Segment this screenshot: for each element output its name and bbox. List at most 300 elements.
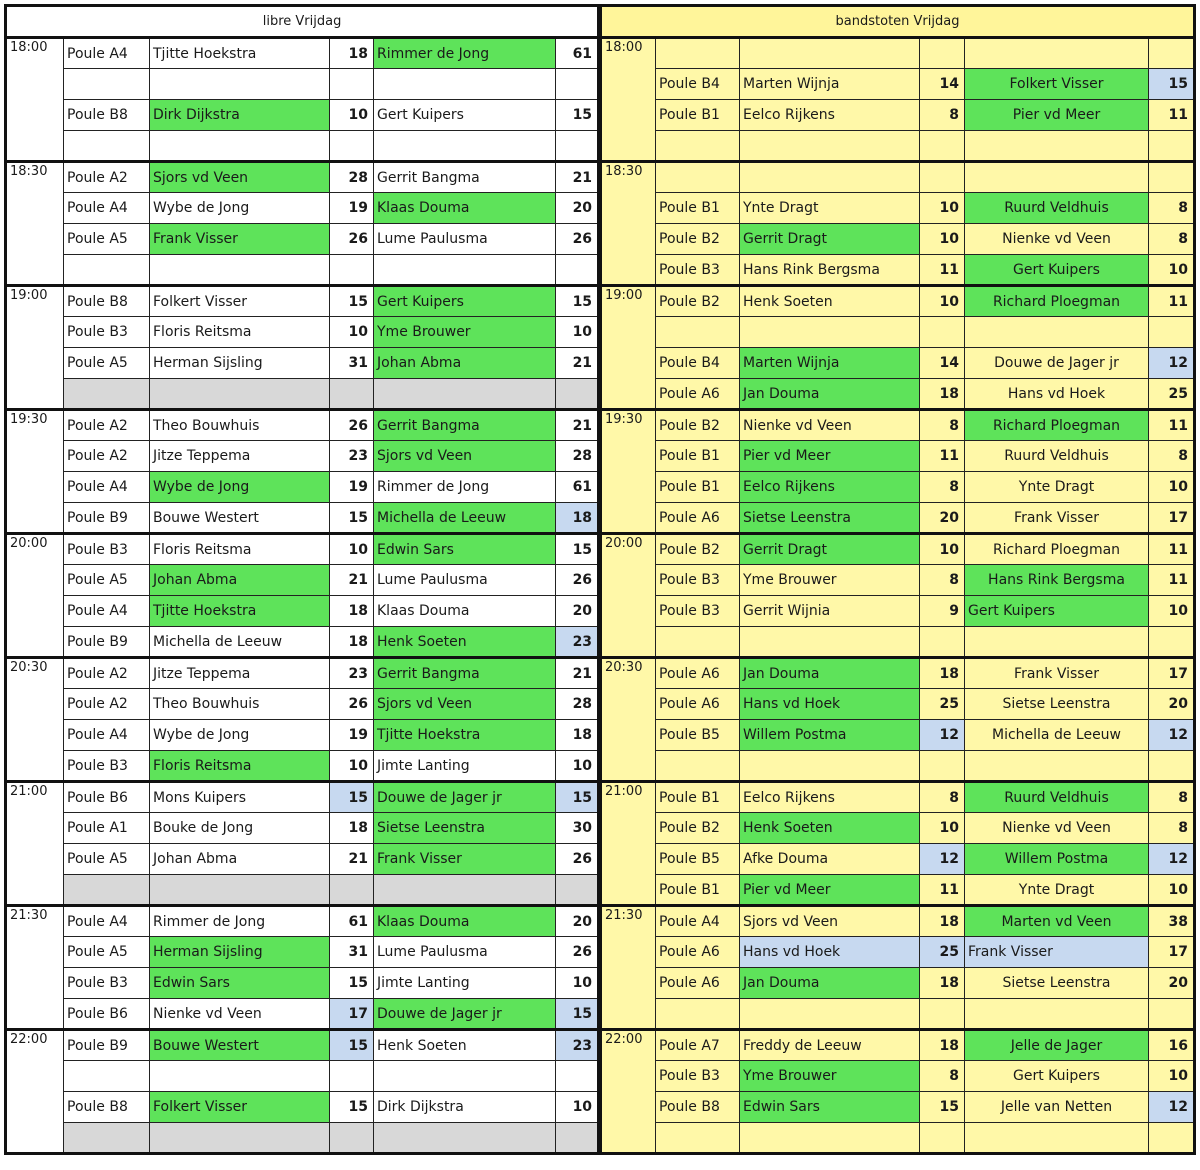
player-1-name: Bouwe Westert: [150, 1030, 330, 1061]
match-row: [601, 658, 1195, 689]
player-2-score: 8: [1149, 813, 1195, 844]
player-2-name: Douwe de Jager jr: [374, 782, 556, 813]
player-2-name: Gert Kuipers: [965, 255, 1149, 286]
player-2-score: [556, 69, 599, 100]
player-1-score: 10: [330, 100, 374, 131]
player-2-score: 23: [556, 1030, 599, 1061]
match-row: [6, 224, 599, 255]
player-2-name: Gert Kuipers: [374, 100, 556, 131]
poule-cell: Poule B8: [64, 286, 150, 317]
match-row: [601, 844, 1195, 875]
player-1-score: 10: [330, 751, 374, 782]
poule-cell: Poule B9: [64, 627, 150, 658]
player-1-score: 15: [920, 1092, 965, 1123]
player-2-score: 15: [1149, 69, 1195, 100]
player-1-score: 15: [330, 1092, 374, 1123]
player-1-name: Floris Reitsma: [150, 317, 330, 348]
player-2-name: Sjors vd Veen: [374, 689, 556, 720]
match-row: [601, 968, 1195, 999]
player-1-score: 21: [330, 565, 374, 596]
player-2-name: Frank Visser: [374, 844, 556, 875]
poule-cell: Poule B3: [64, 751, 150, 782]
player-1-score: 15: [330, 782, 374, 813]
match-row: [6, 441, 599, 472]
player-2-name: Klaas Douma: [374, 906, 556, 937]
player-2-name: Lume Paulusma: [374, 937, 556, 968]
player-2-score: [556, 1123, 599, 1154]
player-2-score: 21: [556, 658, 599, 689]
player-1-name: [150, 379, 330, 410]
player-2-score: 16: [1149, 1030, 1195, 1061]
match-row: [6, 100, 599, 131]
player-2-score: 26: [556, 937, 599, 968]
player-1-name: Hans Rink Bergsma: [740, 255, 920, 286]
player-2-name: Hans Rink Bergsma: [965, 565, 1149, 596]
player-2-score: [1149, 999, 1195, 1030]
player-1-name: Hans vd Hoek: [740, 689, 920, 720]
player-1-name: Mons Kuipers: [150, 782, 330, 813]
player-2-name: Yme Brouwer: [374, 317, 556, 348]
table-title: libre Vrijdag: [6, 6, 599, 38]
match-row: [601, 348, 1195, 379]
poule-cell: Poule B2: [656, 286, 740, 317]
player-1-name: Gerrit Wijnia: [740, 596, 920, 627]
player-1-score: [330, 875, 374, 906]
player-1-name: Ynte Dragt: [740, 193, 920, 224]
player-1-score: 8: [920, 410, 965, 441]
poule-cell: Poule A5: [64, 937, 150, 968]
match-row: [6, 286, 599, 317]
player-2-score: 20: [556, 596, 599, 627]
poule-cell: Poule B8: [64, 1092, 150, 1123]
player-2-name: Rimmer de Jong: [374, 472, 556, 503]
player-1-score: [920, 751, 965, 782]
player-2-score: 8: [1149, 441, 1195, 472]
player-1-name: Afke Douma: [740, 844, 920, 875]
player-1-name: Theo Bouwhuis: [150, 410, 330, 441]
player-2-score: 18: [556, 503, 599, 534]
player-1-score: 31: [330, 348, 374, 379]
match-row: [601, 782, 1195, 813]
poule-cell: Poule B1: [656, 782, 740, 813]
match-row: [601, 255, 1195, 286]
table-title: bandstoten Vrijdag: [601, 6, 1195, 38]
poule-cell: Poule B6: [64, 782, 150, 813]
poule-cell: Poule B4: [656, 348, 740, 379]
player-2-score: 11: [1149, 534, 1195, 565]
player-1-score: 18: [920, 1030, 965, 1061]
player-2-name: Folkert Visser: [965, 69, 1149, 100]
player-1-name: Bouke de Jong: [150, 813, 330, 844]
poule-cell: Poule A2: [64, 162, 150, 193]
player-1-score: 15: [330, 503, 374, 534]
match-row: [6, 720, 599, 751]
player-2-name: Sietse Leenstra: [965, 968, 1149, 999]
player-1-name: Wybe de Jong: [150, 472, 330, 503]
match-row: [6, 565, 599, 596]
player-1-score: 17: [330, 999, 374, 1030]
player-1-score: 19: [330, 720, 374, 751]
player-1-score: 8: [920, 565, 965, 596]
player-2-score: 10: [1149, 596, 1195, 627]
poule-cell: Poule B1: [656, 193, 740, 224]
match-row: [601, 1123, 1195, 1154]
player-2-name: [374, 1061, 556, 1092]
player-2-score: 26: [556, 565, 599, 596]
player-2-name: [965, 751, 1149, 782]
player-2-name: [965, 1123, 1149, 1154]
poule-cell: Poule A4: [64, 596, 150, 627]
match-row: [601, 1061, 1195, 1092]
player-2-score: 12: [1149, 1092, 1195, 1123]
player-1-score: 8: [920, 100, 965, 131]
player-1-score: 25: [920, 689, 965, 720]
poule-cell: Poule A5: [64, 224, 150, 255]
player-1-score: 11: [920, 875, 965, 906]
player-1-name: Henk Soeten: [740, 813, 920, 844]
player-2-score: 11: [1149, 410, 1195, 441]
player-2-score: 8: [1149, 782, 1195, 813]
poule-cell: Poule B1: [656, 100, 740, 131]
poule-cell: Poule A4: [64, 906, 150, 937]
player-1-name: [740, 317, 920, 348]
match-row: [601, 751, 1195, 782]
player-1-score: 10: [920, 224, 965, 255]
player-2-name: Henk Soeten: [374, 627, 556, 658]
player-2-score: [1149, 627, 1195, 658]
match-row: [601, 689, 1195, 720]
match-row: [601, 596, 1195, 627]
player-1-name: [740, 131, 920, 162]
poule-cell: Poule B2: [656, 410, 740, 441]
player-2-score: 10: [1149, 1061, 1195, 1092]
poule-cell: Poule B2: [656, 534, 740, 565]
player-1-name: Yme Brouwer: [740, 565, 920, 596]
match-row: [601, 286, 1195, 317]
player-1-name: Edwin Sars: [150, 968, 330, 999]
player-1-name: Marten Wijnja: [740, 69, 920, 100]
match-row: [6, 906, 599, 937]
player-2-name: Edwin Sars: [374, 534, 556, 565]
player-1-score: 61: [330, 906, 374, 937]
player-1-name: Herman Sijsling: [150, 348, 330, 379]
match-row: [6, 937, 599, 968]
player-1-name: Gerrit Dragt: [740, 224, 920, 255]
player-1-score: 25: [920, 937, 965, 968]
player-1-score: 8: [920, 1061, 965, 1092]
poule-cell: Poule A2: [64, 410, 150, 441]
match-row: [6, 534, 599, 565]
time-slot: 19:30: [6, 410, 64, 534]
player-2-score: 21: [556, 410, 599, 441]
player-1-name: Rimmer de Jong: [150, 906, 330, 937]
player-2-name: [965, 131, 1149, 162]
poule-cell: Poule A4: [656, 906, 740, 937]
player-1-score: 18: [920, 379, 965, 410]
player-1-name: Jitze Teppema: [150, 658, 330, 689]
player-2-name: Douwe de Jager jr: [965, 348, 1149, 379]
match-row: [6, 1123, 599, 1154]
player-1-name: Willem Postma: [740, 720, 920, 751]
poule-cell: [64, 379, 150, 410]
player-2-name: Richard Ploegman: [965, 410, 1149, 441]
poule-cell: Poule B3: [656, 565, 740, 596]
poule-cell: [656, 1123, 740, 1154]
player-2-name: Gerrit Bangma: [374, 658, 556, 689]
match-row: [601, 162, 1195, 193]
time-slot: 20:30: [6, 658, 64, 782]
player-1-name: Johan Abma: [150, 565, 330, 596]
player-1-score: 9: [920, 596, 965, 627]
player-2-score: 20: [556, 193, 599, 224]
poule-cell: Poule A2: [64, 441, 150, 472]
player-1-score: [920, 131, 965, 162]
player-2-name: Lume Paulusma: [374, 224, 556, 255]
player-1-name: Floris Reitsma: [150, 534, 330, 565]
poule-cell: Poule A6: [656, 689, 740, 720]
player-2-score: 21: [556, 348, 599, 379]
match-row: [6, 596, 599, 627]
player-1-name: [150, 1061, 330, 1092]
poule-cell: Poule A4: [64, 720, 150, 751]
match-row: [6, 255, 599, 286]
player-2-name: Rimmer de Jong: [374, 38, 556, 69]
player-1-name: Edwin Sars: [740, 1092, 920, 1123]
time-slot: 21:30: [601, 906, 656, 1030]
match-row: [6, 1030, 599, 1061]
player-1-name: Bouwe Westert: [150, 503, 330, 534]
player-1-score: 8: [920, 782, 965, 813]
player-2-name: Sjors vd Veen: [374, 441, 556, 472]
player-1-score: 15: [330, 1030, 374, 1061]
poule-cell: Poule B1: [656, 441, 740, 472]
player-2-score: [1149, 162, 1195, 193]
poule-cell: Poule A6: [656, 968, 740, 999]
player-1-name: Folkert Visser: [150, 286, 330, 317]
player-2-score: 10: [556, 317, 599, 348]
match-row: [6, 131, 599, 162]
poule-cell: Poule B1: [656, 472, 740, 503]
player-2-score: 26: [556, 224, 599, 255]
player-2-score: 8: [1149, 193, 1195, 224]
match-row: [601, 720, 1195, 751]
player-1-name: Jan Douma: [740, 968, 920, 999]
player-1-score: 10: [920, 286, 965, 317]
poule-cell: Poule A6: [656, 379, 740, 410]
player-2-score: 30: [556, 813, 599, 844]
player-2-score: 10: [1149, 472, 1195, 503]
poule-cell: Poule A4: [64, 38, 150, 69]
player-1-name: Pier vd Meer: [740, 441, 920, 472]
poule-cell: Poule B3: [656, 255, 740, 286]
match-row: [6, 658, 599, 689]
player-1-name: [150, 1123, 330, 1154]
poule-cell: Poule B2: [656, 224, 740, 255]
player-2-name: Jelle van Netten: [965, 1092, 1149, 1123]
player-2-name: Klaas Douma: [374, 596, 556, 627]
player-1-name: Eelco Rijkens: [740, 782, 920, 813]
match-row: [601, 937, 1195, 968]
player-1-score: [330, 131, 374, 162]
player-1-score: 23: [330, 441, 374, 472]
poule-cell: Poule B5: [656, 844, 740, 875]
player-1-name: Pier vd Meer: [740, 875, 920, 906]
player-1-score: 28: [330, 162, 374, 193]
libre-schedule-table: [4, 4, 600, 1155]
match-row: [601, 1092, 1195, 1123]
poule-cell: [64, 875, 150, 906]
player-2-name: Lume Paulusma: [374, 565, 556, 596]
player-2-score: 8: [1149, 224, 1195, 255]
player-1-name: Jan Douma: [740, 379, 920, 410]
match-row: [6, 1061, 599, 1092]
player-1-name: Sjors vd Veen: [740, 906, 920, 937]
poule-cell: Poule B8: [656, 1092, 740, 1123]
player-2-name: [965, 627, 1149, 658]
player-1-score: 20: [920, 503, 965, 534]
player-1-name: Michella de Leeuw: [150, 627, 330, 658]
poule-cell: Poule B8: [64, 100, 150, 131]
player-2-name: Nienke vd Veen: [965, 224, 1149, 255]
match-row: [6, 782, 599, 813]
match-row: [6, 627, 599, 658]
player-1-score: 31: [330, 937, 374, 968]
match-row: [6, 689, 599, 720]
player-2-score: 61: [556, 472, 599, 503]
player-1-score: 18: [920, 968, 965, 999]
player-2-name: Willem Postma: [965, 844, 1149, 875]
player-1-score: 23: [330, 658, 374, 689]
player-2-name: Sietse Leenstra: [965, 689, 1149, 720]
time-slot: 18:00: [601, 38, 656, 162]
player-1-name: [150, 69, 330, 100]
match-row: [601, 224, 1195, 255]
player-2-name: Henk Soeten: [374, 1030, 556, 1061]
match-row: [6, 999, 599, 1030]
player-1-score: [330, 69, 374, 100]
time-slot: 22:00: [6, 1030, 64, 1154]
time-slot: 21:00: [6, 782, 64, 906]
poule-cell: Poule B2: [656, 813, 740, 844]
player-1-score: 11: [920, 255, 965, 286]
player-2-score: 10: [1149, 875, 1195, 906]
player-1-name: Henk Soeten: [740, 286, 920, 317]
player-2-score: 20: [1149, 968, 1195, 999]
match-row: [6, 38, 599, 69]
player-1-name: Eelco Rijkens: [740, 100, 920, 131]
player-1-score: 10: [330, 317, 374, 348]
player-2-name: Douwe de Jager jr: [374, 999, 556, 1030]
player-1-score: [920, 999, 965, 1030]
player-2-name: Frank Visser: [965, 658, 1149, 689]
match-row: [601, 317, 1195, 348]
player-1-score: 11: [920, 441, 965, 472]
player-1-score: 18: [920, 658, 965, 689]
player-2-name: [374, 131, 556, 162]
poule-cell: Poule B9: [64, 1030, 150, 1061]
player-1-name: Eelco Rijkens: [740, 472, 920, 503]
match-row: [6, 410, 599, 441]
time-slot: 19:30: [601, 410, 656, 534]
player-1-score: 10: [920, 534, 965, 565]
match-row: [601, 193, 1195, 224]
player-1-name: Freddy de Leeuw: [740, 1030, 920, 1061]
player-1-score: 14: [920, 348, 965, 379]
player-2-name: Michella de Leeuw: [374, 503, 556, 534]
player-2-score: [556, 255, 599, 286]
poule-cell: Poule A6: [656, 658, 740, 689]
player-1-score: [330, 1123, 374, 1154]
player-2-name: Marten vd Veen: [965, 906, 1149, 937]
player-1-name: Frank Visser: [150, 224, 330, 255]
player-1-score: [330, 255, 374, 286]
match-row: [6, 379, 599, 410]
player-2-name: Ruurd Veldhuis: [965, 782, 1149, 813]
match-row: [6, 1092, 599, 1123]
player-2-score: 18: [556, 720, 599, 751]
player-2-score: [556, 379, 599, 410]
player-2-name: Ruurd Veldhuis: [965, 193, 1149, 224]
match-row: [6, 813, 599, 844]
player-1-name: [740, 162, 920, 193]
player-2-score: [1149, 38, 1195, 69]
player-1-name: Tjitte Hoekstra: [150, 596, 330, 627]
player-1-name: Tjitte Hoekstra: [150, 38, 330, 69]
match-row: [601, 472, 1195, 503]
player-1-name: Hans vd Hoek: [740, 937, 920, 968]
player-2-name: [374, 69, 556, 100]
player-1-score: 10: [920, 193, 965, 224]
player-1-score: 15: [330, 286, 374, 317]
time-slot: 20:00: [6, 534, 64, 658]
player-1-score: [920, 317, 965, 348]
player-2-name: Richard Ploegman: [965, 286, 1149, 317]
player-1-score: 21: [330, 844, 374, 875]
player-2-name: Michella de Leeuw: [965, 720, 1149, 751]
player-2-name: Jimte Lanting: [374, 968, 556, 999]
poule-cell: Poule A4: [64, 472, 150, 503]
player-1-score: [920, 627, 965, 658]
player-2-name: Pier vd Meer: [965, 100, 1149, 131]
player-1-name: Yme Brouwer: [740, 1061, 920, 1092]
player-2-score: 20: [556, 906, 599, 937]
player-1-score: 18: [330, 627, 374, 658]
player-2-score: [1149, 1123, 1195, 1154]
poule-cell: Poule B3: [656, 1061, 740, 1092]
player-2-score: [556, 1061, 599, 1092]
match-row: [601, 565, 1195, 596]
player-2-score: 15: [556, 534, 599, 565]
player-1-name: [150, 875, 330, 906]
player-1-score: 12: [920, 844, 965, 875]
poule-cell: Poule A1: [64, 813, 150, 844]
match-row: [6, 69, 599, 100]
match-row: [6, 751, 599, 782]
player-1-name: [740, 1123, 920, 1154]
match-row: [6, 162, 599, 193]
player-1-name: Nienke vd Veen: [740, 410, 920, 441]
poule-cell: Poule B3: [64, 534, 150, 565]
player-2-name: Gerrit Bangma: [374, 410, 556, 441]
player-1-name: [150, 255, 330, 286]
player-2-name: [965, 317, 1149, 348]
player-2-name: Frank Visser: [965, 503, 1149, 534]
match-row: [601, 131, 1195, 162]
time-slot: 18:30: [601, 162, 656, 286]
poule-cell: Poule B3: [64, 968, 150, 999]
poule-cell: Poule B3: [656, 596, 740, 627]
player-1-name: Herman Sijsling: [150, 937, 330, 968]
